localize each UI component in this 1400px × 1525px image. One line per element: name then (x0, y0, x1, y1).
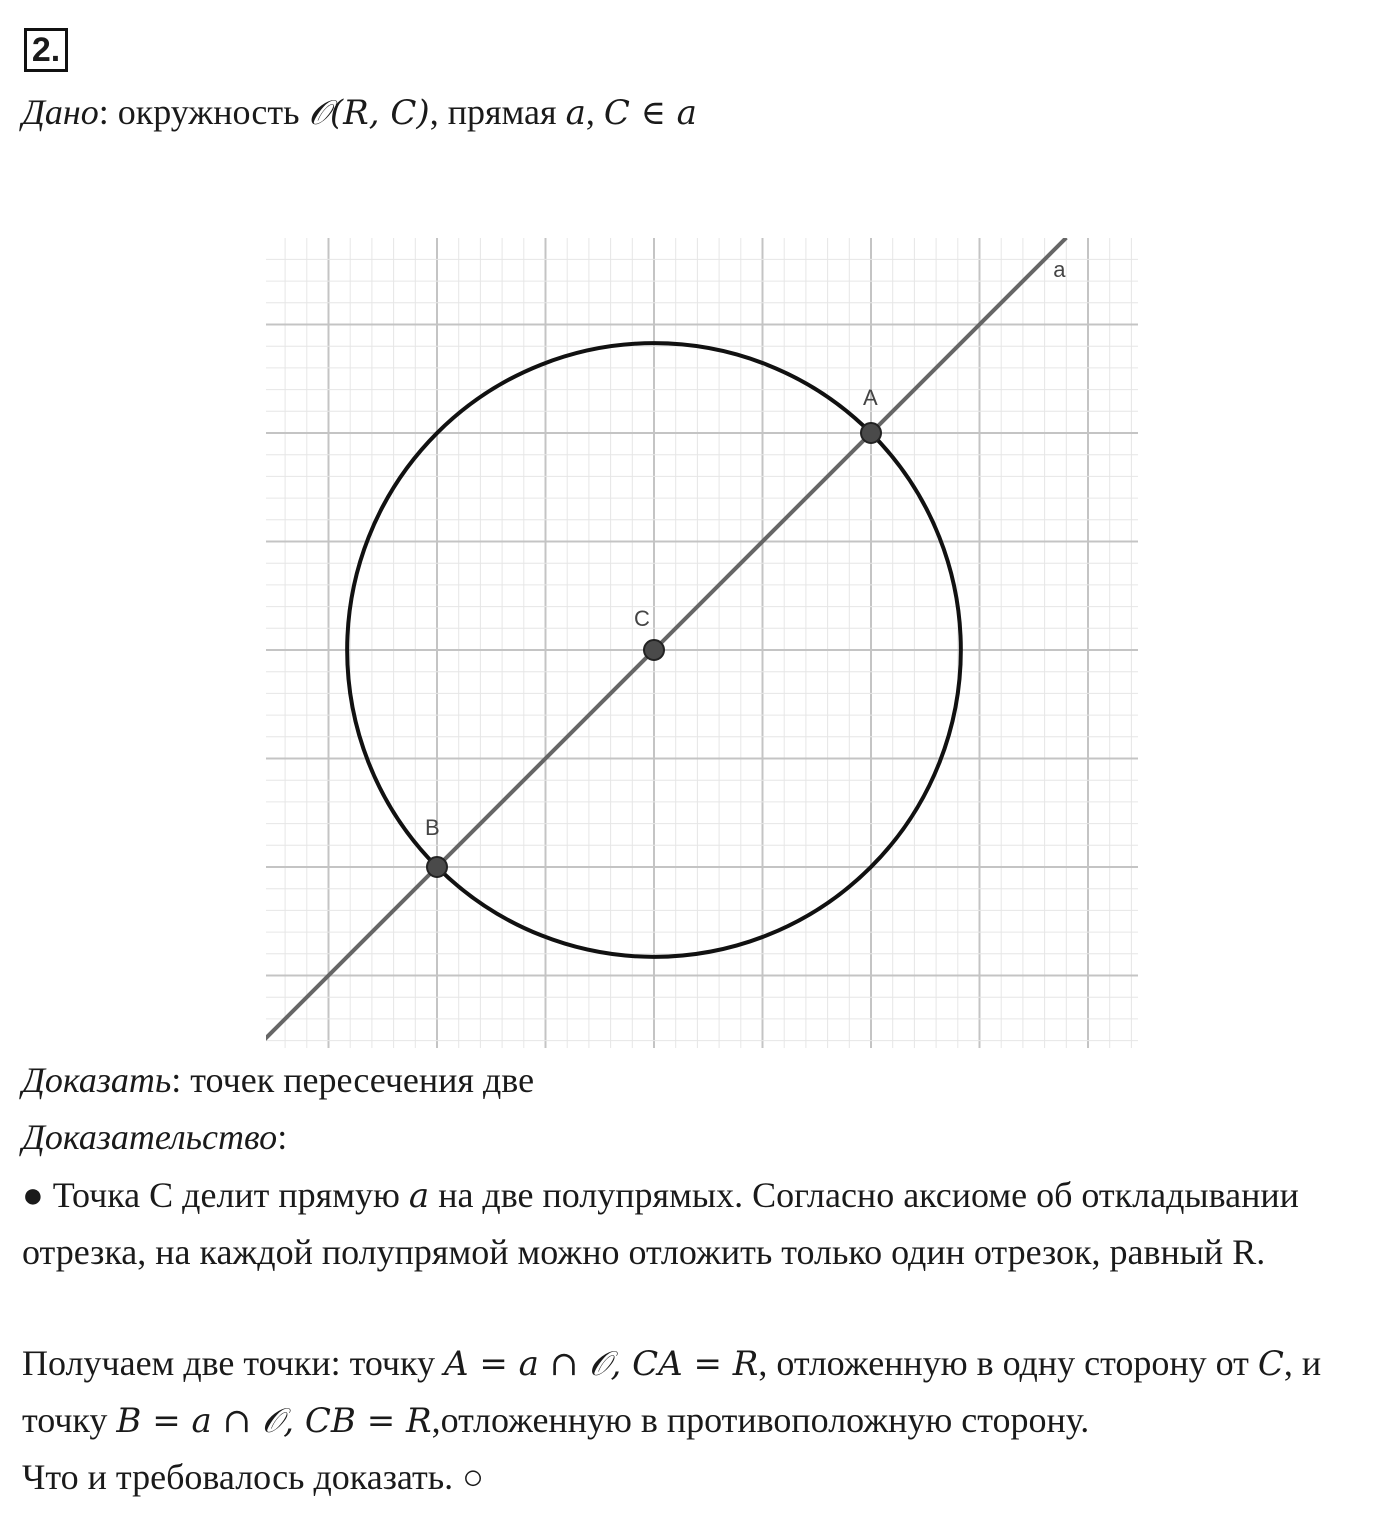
proof-label: Доказательство (22, 1117, 278, 1157)
geometry-figure (266, 238, 1138, 1048)
line-a-label: a (1053, 257, 1066, 283)
proof-paragraph-1 (22, 1167, 1378, 1280)
problem-number: 2. (24, 28, 68, 72)
line-a (266, 238, 1066, 1041)
prove-colon: : (171, 1060, 182, 1100)
p2-conclusion: Что и требовалось доказать. ○ (22, 1457, 484, 1497)
p2-text-1: Получаем две точки: точку (22, 1343, 445, 1383)
prove-line (22, 1058, 534, 1102)
given-line (22, 90, 697, 135)
given-colon: : (98, 92, 109, 132)
given-line-var: a (565, 93, 586, 133)
prove-label: Доказать (22, 1060, 172, 1100)
proof-heading (22, 1115, 287, 1159)
p1-text-2: на две полупрямых. Согласно аксиоме об откладывании отрезка, на каждой полупрямой можно отложить только один отрезок, равный R. (22, 1175, 1299, 1272)
p2-math-3: B = a ∩ 𝒪, CB = R (116, 1401, 432, 1441)
p2-text-2: , отложенную в одну сторону от (758, 1343, 1258, 1383)
p2-math-1: A = a ∩ 𝒪, CA = R (444, 1344, 759, 1384)
point-b-label: B (425, 815, 440, 840)
point-b (427, 857, 447, 877)
grid (266, 238, 1138, 1048)
proof-paragraph-2 (22, 1335, 1378, 1505)
given-sep: , (585, 92, 604, 132)
p2-text-3: , и точку (22, 1343, 1322, 1440)
given-membership: C ∈ a (603, 93, 697, 133)
given-text-1: окружность (108, 92, 309, 132)
point-c (644, 640, 664, 660)
proof-colon: : (277, 1117, 288, 1157)
given-text-2: , прямая (429, 92, 566, 132)
point-c-label: C (634, 606, 650, 631)
point-a-label: A (863, 385, 878, 410)
given-label: Дано (22, 92, 99, 132)
given-circle-expr: 𝒪(R, C) (308, 93, 430, 133)
bullet: ● (22, 1175, 53, 1215)
p2-math-2: C (1257, 1344, 1284, 1384)
p1-text-1: Точка C делит прямую (52, 1175, 409, 1215)
point-a (861, 423, 881, 443)
p1-var: a (408, 1176, 430, 1216)
prove-text: точек пересечения две (181, 1060, 535, 1100)
p2-text-4: ,отложенную в противоположную сторону. (431, 1400, 1090, 1440)
